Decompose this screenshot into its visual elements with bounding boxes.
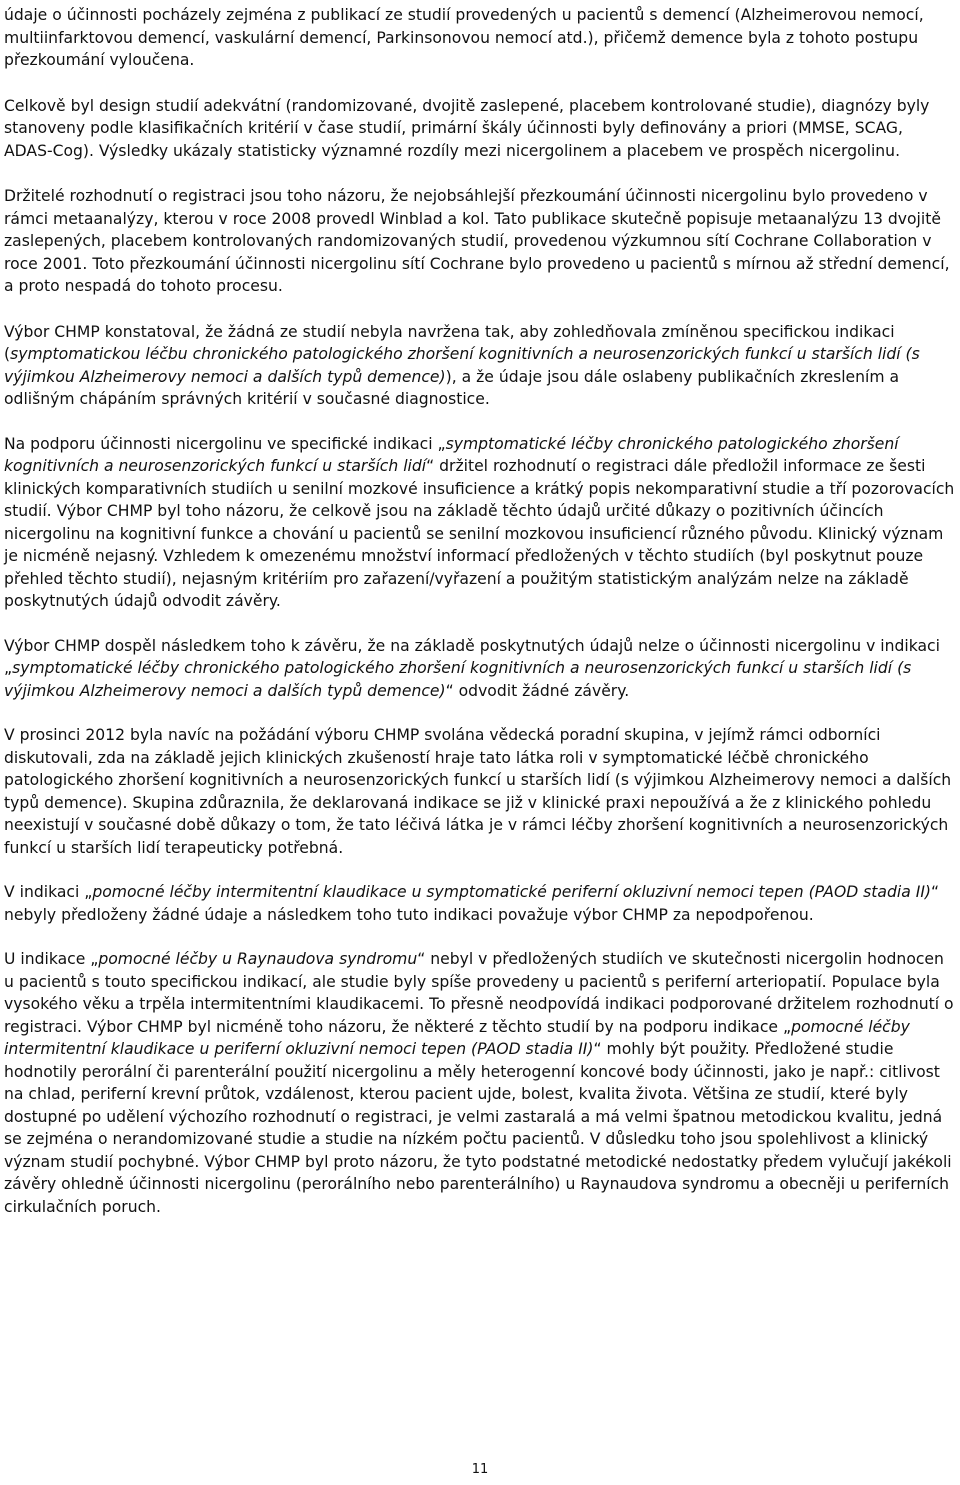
paragraph (4, 4, 956, 72)
text-run: Celkově byl design studií adekvátní (randomizované, dvojitě zaslepené, placebem kontrolované studie), diagnózy byly stanoveny podle klasifikačních kritérií v čase studií, primární škály účinnosti byly definovány a priori (MMSE, SCAG, ADAS-Cog). Výsledky ukázaly statisticky významné rozdíly mezi nicergolinem a placebem ve prospěch nicergolinu. (4, 96, 930, 160)
text-run: V indikaci „ (4, 883, 93, 901)
text-run: V prosinci 2012 byla navíc na požádání výboru CHMP svolána vědecká poradní skupina, v jejímž rámci odborníci diskutovali, zda na základě jejich klinických zkušeností hraje tato látka roli v symptomatické léčbě chronického patologického zhoršení kognitivních a neurosenzorických funkcí u starších lidí (s výjimkou Alzheimerovy nemoci a dalších typů demence). Skupina zdůraznila, že deklarovaná indikace se již v klinické praxi nepoužívá a že z klinického pohledu neexistují v současné době důkazy o tom, že tato léčivá látka je v rámci léčby zhoršení kognitivních a neurosenzorických funkcí u starších lidí terapeuticky potřebná. (4, 726, 952, 857)
document-page (4, 0, 956, 1218)
text-run: ), a že údaje jsou dále oslabeny publikačních zkreslením a odlišným chápáním správných kritérií v současné diagnostice. (4, 367, 900, 408)
text-run: U indikace „ (4, 950, 99, 968)
italic-text-run: symptomatické léčby chronického patologického zhoršení kognitivních a neurosenzorických funkcí u starších lidí (s výjimkou Alzheimerovy nemoci a dalších typů demence) (4, 659, 912, 700)
paragraph (4, 724, 956, 859)
italic-text-run: symptomatické léčby chronického patologického zhoršení kognitivních a neurosenzorických funkcí u starších lidí (4, 434, 899, 475)
paragraph (4, 433, 956, 613)
paragraph (4, 881, 956, 926)
paragraph (4, 95, 956, 163)
text-run: “ držitel rozhodnutí o registraci dále předložil informace ze šesti klinických komparativních studiích u senilní mozkové insuficience a krátký popis nekomparativní studie a tří pozorovacích studií. Výbor CHMP byl toho názoru, že celkově jsou na základě těchto údajů určité důkazy o pozitivních účincích nicergolinu na kognitivní funkce a chování u pacientů se senilní mozkovou insuficiencí různého původu. Klinický význam je nicméně nejasný. Vzhledem k omezenému množství informací předložených v těchto studiích (byl poskytnut pouze přehled těchto studií), nejasným kritériím pro zařazení/vyřazení a použitým statistickým analýzám nelze na základě poskytnutých údajů odvodit závěry. (4, 457, 955, 610)
italic-text-run: pomocné léčby intermitentní klaudikace u symptomatické periferní okluzivní nemoci tepen (PAOD stadia II) (92, 883, 932, 901)
italic-text-run: pomocné léčby u Raynaudova syndromu (98, 950, 418, 968)
italic-text-run: symptomatickou léčbu chronického patologického zhoršení kognitivních a neurosenzorických funkcí u starších lidí (s výjimkou Alzheimerovy nemoci a dalších typů demence) (4, 345, 920, 386)
paragraph (4, 321, 956, 411)
text-run: Držitelé rozhodnutí o registraci jsou toho názoru, že nejobsáhlejší přezkoumání účinnosti nicergolinu bylo provedeno v rámci metaanalýzy, kterou v roce 2008 provedl Winblad a kol. Tato publikace skutečně popisuje metaanalýzu 13 dvojitě zaslepených, placebem kontrolovaných randomizovaných studií, provedenou výzkumnou sítí Cochrane Collaboration v roce 2001. Toto přezkoumání účinnosti nicergolinu sítí Cochrane bylo provedeno u pacientů s mírnou až střední demencí, a proto nespadá do tohoto procesu. (4, 187, 950, 295)
text-run: “ nebyly předloženy žádné údaje a následkem toho tuto indikaci považuje výbor CHMP za nepodpořenou. (4, 883, 940, 924)
text-run: “ odvodit žádné závěry. (445, 681, 630, 700)
text-run: “ nebyl v předložených studiích ve skutečnosti nicergolin hodnocen u pacientů s touto specifickou indikací, ale studie byly spíše provedeny u pacientů s periferní arteriopatií. Populace byla vysokého věku a trpěla intermitentními klaudikacemi. To přesně neodpovídá indikaci podporované držitelem rozhodnutí o registraci. Výbor CHMP byl nicméně toho názoru, že některé z těchto studií by na podporu indikace „ (4, 950, 954, 1036)
italic-text-run: pomocné léčby intermitentní klaudikace u periferní okluzivní nemoci tepen (PAOD stadia II) (4, 1017, 910, 1058)
paragraph (4, 948, 956, 1218)
text-run: Na podporu účinnosti nicergolinu ve specifické indikaci „ (4, 434, 446, 453)
paragraph (4, 185, 956, 298)
text-run: údaje o účinnosti pocházely zejména z publikací ze studií provedených u pacientů s demencí (Alzheimerovou nemocí, multiinfarktovou demencí, vaskulární demencí, Parkinsonovou nemocí atd.), přičemž demence byla z tohoto postupu přezkoumání vyloučena. (4, 6, 924, 69)
text-run: Výbor CHMP dospěl následkem toho k závěru, že na základě poskytnutých údajů nelze o účinnosti nicergolinu v indikaci „ (4, 636, 940, 677)
page-number: 11 (471, 1462, 489, 1477)
paragraph (4, 635, 956, 703)
text-run: “ mohly být použity. Předložené studie hodnotily perorální či parenterální použití nicergolinu a měly heterogenní koncové body účinnosti, jako je např.: citlivost na chlad, periferní krevní průtok, vzdálenost, kterou pacient ujde, bolest, kvalita života. Většina ze studií, které byly dostupné po udělení výchozího rozhodnutí o registraci, je velmi zastaralá a má velmi špatnou metodickou kvalitu, jedná se zejména o nerandomizované studie a studie na nízkém počtu pacientů. V důsledku toho jsou spolehlivost a klinický význam studií pochybné. Výbor CHMP byl proto názoru, že tyto podstatné metodické nedostatky předem vylučují jakékoli závěry ohledně účinnosti nicergolinu (perorálního nebo parenterálního) u Raynaudova syndromu a obecněji u periferních cirkulačních poruch. (4, 1040, 952, 1216)
text-run: Výbor CHMP konstatoval, že žádná ze studií nebyla navržena tak, aby zohledňovala zmíněnou specifickou indikaci ( (4, 322, 895, 363)
